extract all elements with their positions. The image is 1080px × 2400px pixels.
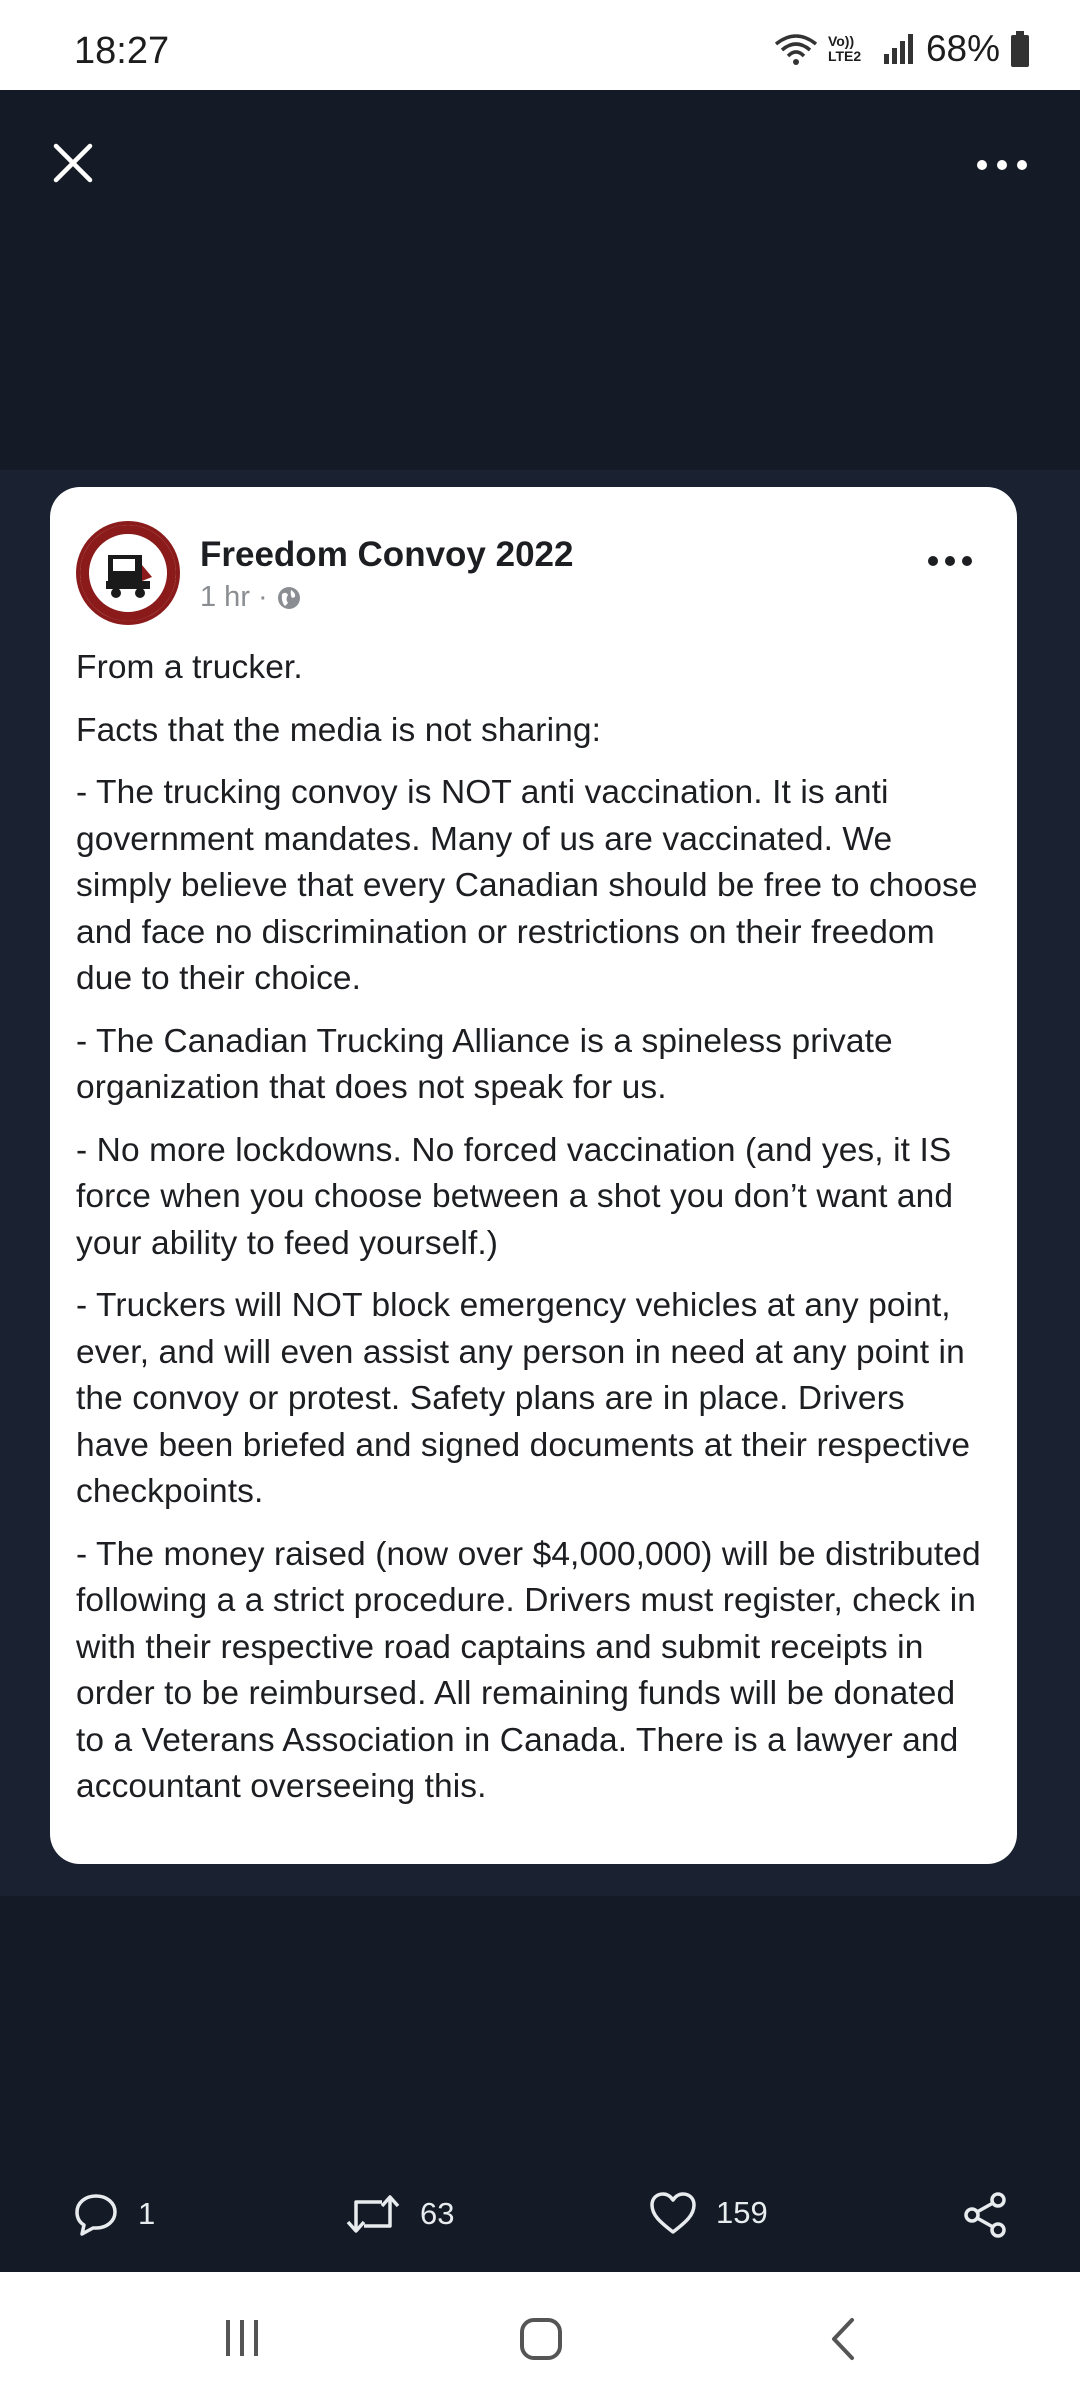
- globe-icon: [276, 585, 302, 611]
- post-paragraph: Facts that the media is not sharing:: [76, 711, 601, 749]
- reply-icon: [72, 2190, 120, 2238]
- heart-icon: [648, 2190, 698, 2236]
- post-meta: [200, 581, 302, 614]
- post-time[interactable]: 1 hr: [200, 581, 250, 613]
- share-button[interactable]: [960, 2190, 1010, 2240]
- back-icon[interactable]: [826, 2316, 860, 2362]
- reply-button[interactable]: [72, 2190, 155, 2238]
- system-nav-bar: [0, 2272, 1080, 2400]
- status-bar: [0, 0, 1080, 90]
- like-button[interactable]: [648, 2190, 768, 2236]
- share-icon: [960, 2190, 1010, 2240]
- meta-separator: ·: [257, 581, 268, 613]
- retweet-icon: [344, 2190, 402, 2238]
- battery-percent: 68%: [925, 28, 1000, 69]
- post-card: [50, 487, 1017, 1864]
- post-paragraph: - The Canadian Trucking Alliance is a spineless private organization that does not speak for us.: [76, 1022, 893, 1106]
- post-paragraph: From a trucker.: [76, 649, 303, 686]
- network-label: Vo)) LTE2: [827, 33, 862, 64]
- post-body: [76, 645, 985, 1811]
- close-icon[interactable]: [50, 140, 96, 186]
- home-icon[interactable]: [518, 2316, 564, 2362]
- wifi-icon: [774, 32, 818, 66]
- page-avatar[interactable]: [76, 521, 180, 625]
- status-time: 18:27: [74, 30, 170, 72]
- tweet-action-bar: [0, 2140, 1080, 2280]
- post-options-icon[interactable]: [925, 551, 975, 571]
- retweet-button[interactable]: [344, 2190, 454, 2238]
- post-paragraph: - The trucking convoy is NOT anti vaccination. It is anti government mandates. Many of us are vaccinated. We simply believe that every Canadian should be free to choose and face no discrimination or restrictions on their freedom due to their choice.: [76, 774, 978, 997]
- page-name[interactable]: Freedom Convoy 2022: [200, 535, 574, 574]
- post-paragraph: - No more lockdowns. No forced vaccination (and yes, it IS force when you choose between a shot you don’t want and your ability to feed yourself.): [76, 1131, 954, 1262]
- battery-icon: [1010, 31, 1030, 67]
- truck-logo-icon: [80, 525, 176, 621]
- reply-count: 1: [138, 2196, 156, 2231]
- recent-apps-icon[interactable]: [220, 2316, 264, 2360]
- post-paragraph: - Truckers will NOT block emergency vehicles at any point, ever, and will even assist any person in need at any point in the convoy or protest. Safety plans are in place. Drivers have been briefed and signed documents at their respective checkpoints.: [76, 1287, 971, 1510]
- post-paragraph: - The money raised (now over $4,000,000) will be distributed following a a strict procedure. Drivers must register, check in with their respective road captains and submit receipts in order to be reimbursed. All remaining funds will be donated to a Veterans Association in Canada. There is a lawyer and accountant overseeing this.: [76, 1535, 981, 1805]
- post-header: [76, 511, 985, 613]
- media-viewer-top: [0, 90, 1080, 470]
- retweet-count: 63: [420, 2196, 455, 2231]
- signal-icon: [882, 34, 916, 64]
- more-horizontal-icon[interactable]: [974, 150, 1030, 180]
- status-indicators: [774, 28, 1030, 70]
- like-count: 159: [716, 2195, 768, 2230]
